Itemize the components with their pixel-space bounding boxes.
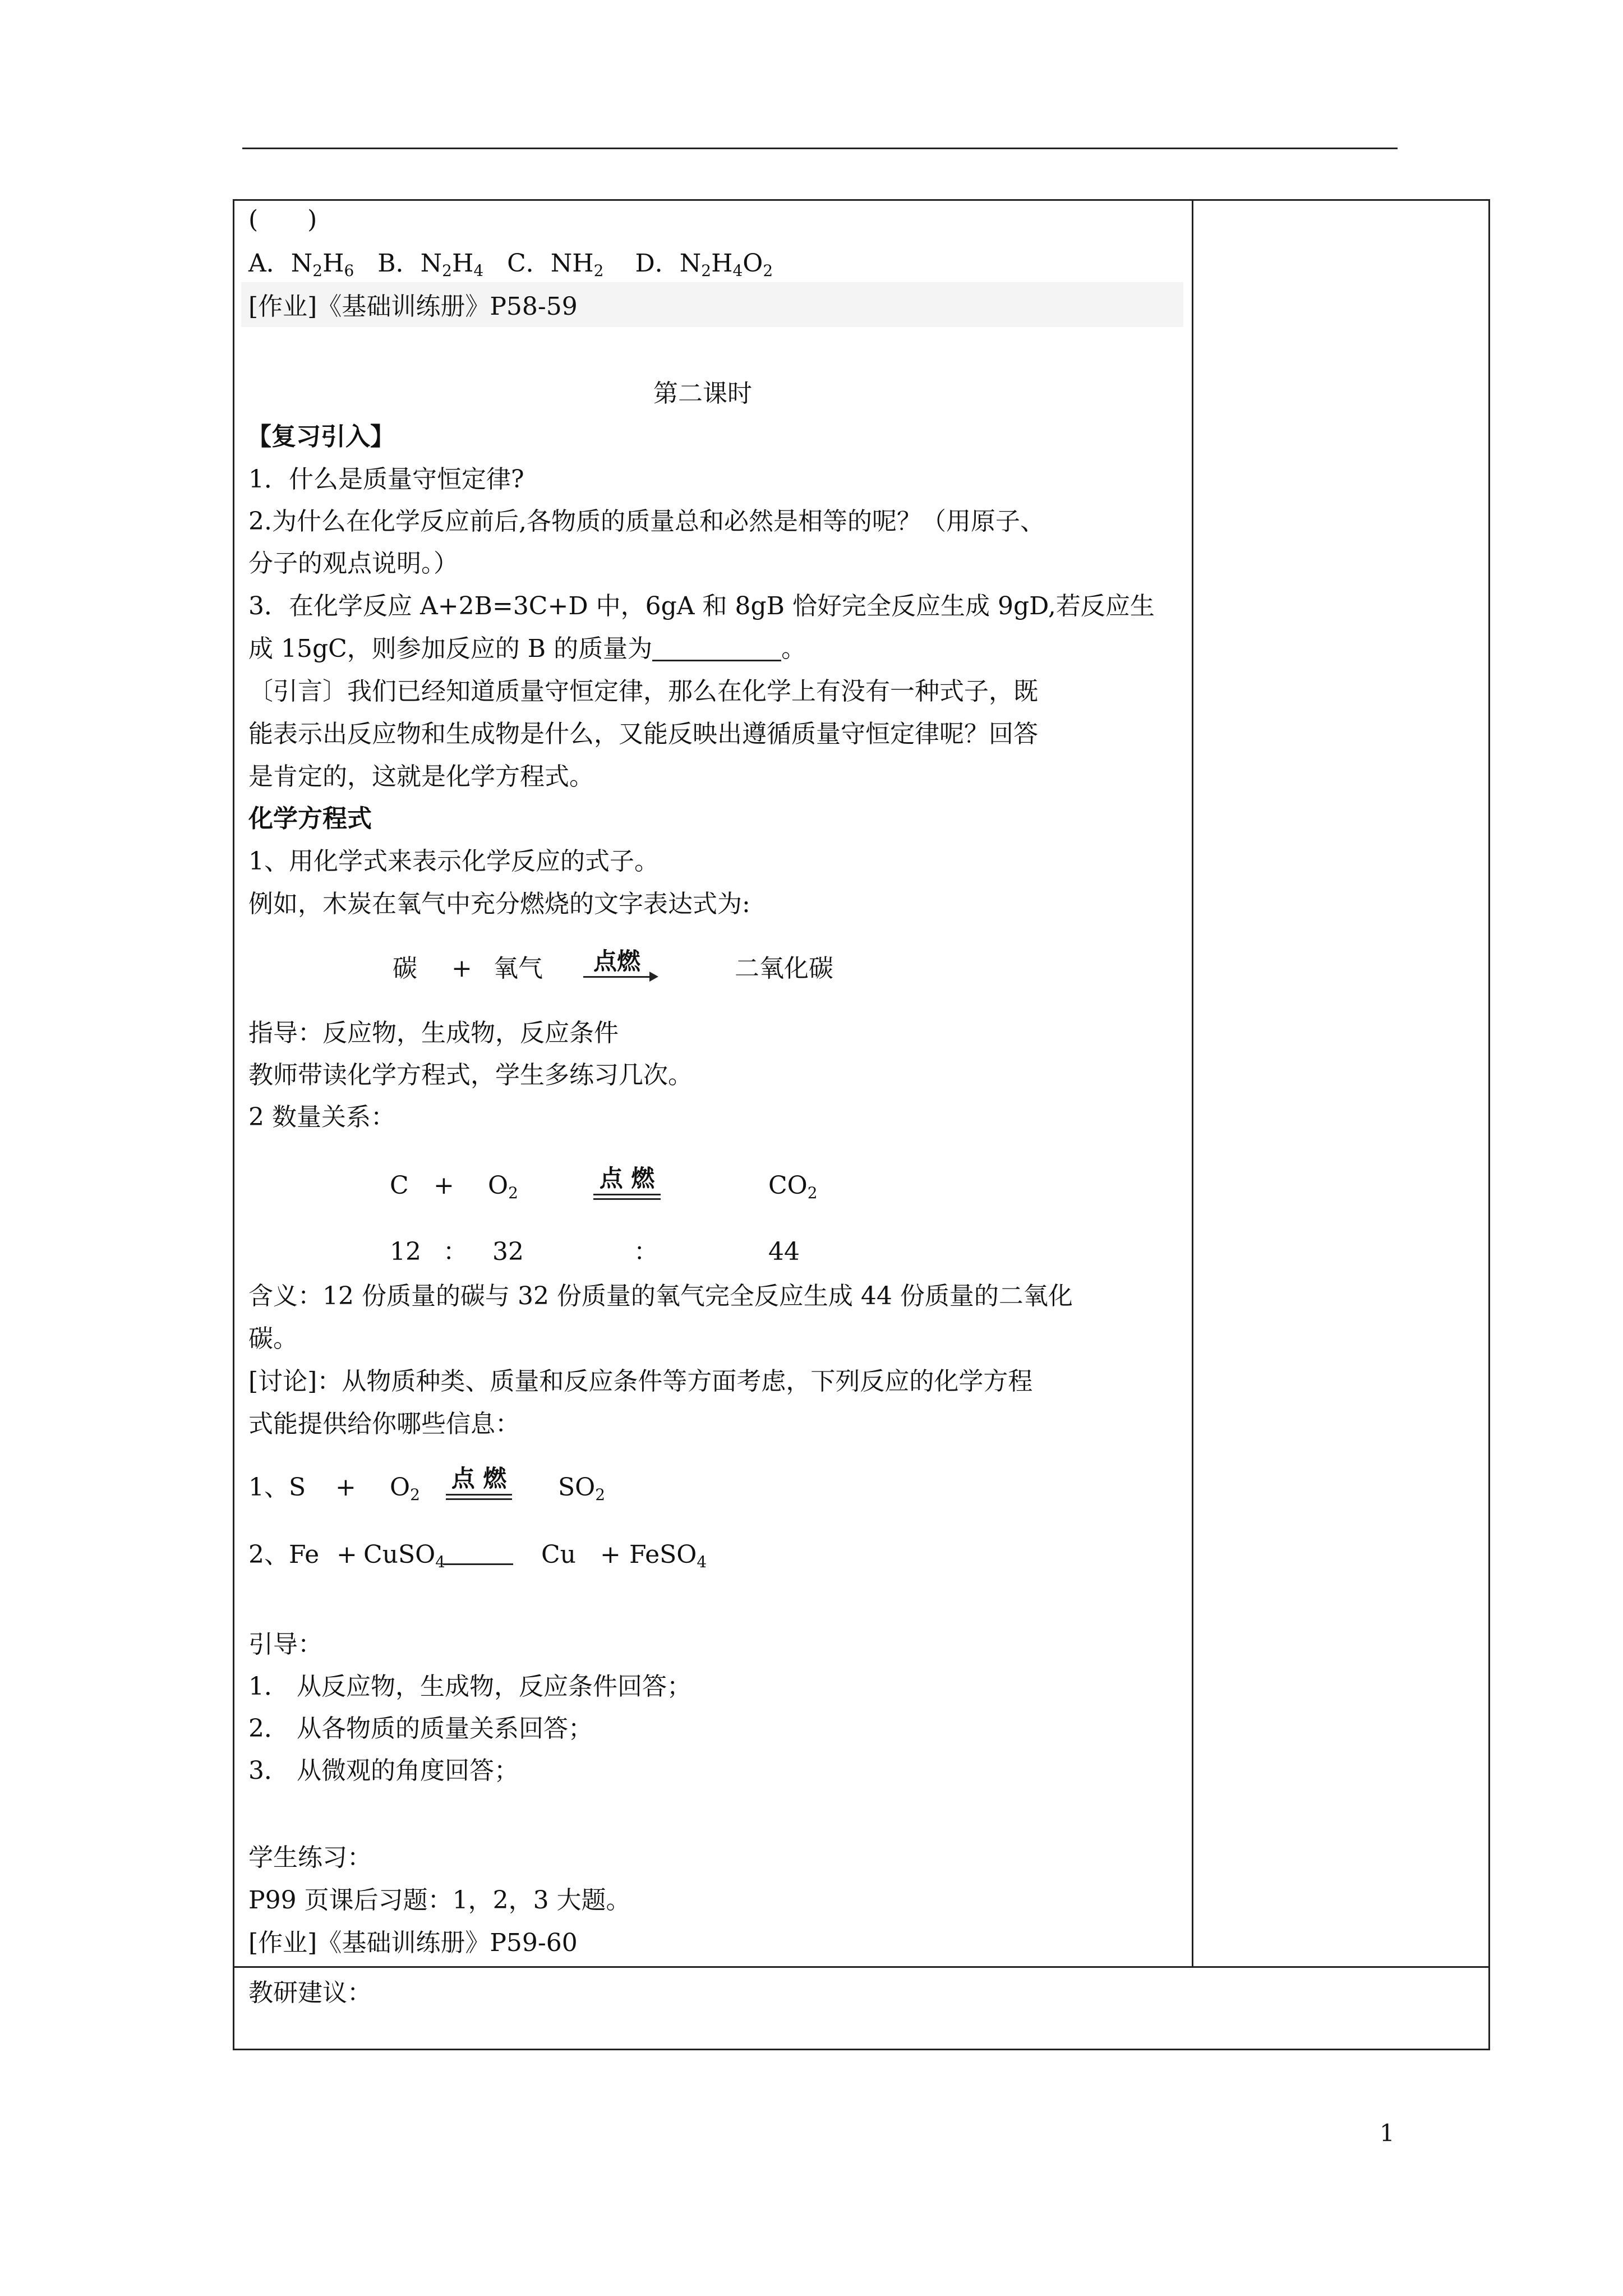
- eq1-condition: [446, 1467, 512, 1500]
- lesson-title: 第二课时: [653, 379, 752, 408]
- review-suggestion-label: 教研建议：: [248, 1978, 372, 2007]
- eq2-r2-text: CuSO: [363, 1540, 436, 1569]
- eq1-product: [558, 1473, 606, 1504]
- discuss-line1: [讨论]：从物质种类、质量和反应条件等方面考虑，下列反应的化学方程: [248, 1367, 1033, 1396]
- review-q2-line2: 分子的观点说明。）: [248, 549, 458, 578]
- ratio-sep2: ：: [634, 1237, 658, 1266]
- option-d-mid1: H: [711, 249, 733, 278]
- formula-eq-r1: C: [390, 1171, 409, 1200]
- formula-eq-r2-sub: 2: [508, 1184, 518, 1202]
- homework-line-2: [作业]《基础训练册》P59-60: [248, 1929, 578, 1957]
- ratio-oxygen: 32: [492, 1237, 524, 1266]
- definition-1: 1、用化学式来表示化学反应的式子。: [248, 847, 659, 876]
- option-b-sub1: 2: [442, 261, 452, 280]
- word-eq-condition-text: 点燃: [593, 947, 640, 975]
- arrow-right-icon: [649, 972, 658, 982]
- option-d-sub1: 2: [701, 261, 712, 280]
- option-b-mid: H: [451, 249, 474, 278]
- lead-item-3: 3． 从微观的角度回答；: [248, 1756, 519, 1785]
- practice-heading: 学生练习：: [248, 1843, 372, 1872]
- ratio-carbon: 12: [390, 1237, 421, 1266]
- intro-line2: 能表示出反应物和生成物是什么，又能反映出遵循质量守恒定律呢？回答: [248, 720, 1038, 748]
- lead-item-1: 1． 从反应物，生成物，反应条件回答；: [248, 1672, 691, 1701]
- homework-line-1: [作业]《基础训练册》P58-59: [248, 292, 578, 321]
- formula-eq-condition: [593, 1167, 661, 1200]
- answer-options: [248, 249, 773, 280]
- word-eq-reactant2: 氧气: [494, 954, 543, 983]
- practice-item-1: P99 页课后习题：1，2，3 大题。: [248, 1886, 631, 1915]
- notes-cell: [1193, 201, 1488, 1968]
- answer-blank[interactable]: [652, 639, 781, 661]
- review-q3-line2: [248, 634, 806, 663]
- discuss-line2: 式能提供给你哪些信息：: [248, 1410, 520, 1438]
- option-b: B．N: [377, 249, 442, 278]
- quant-heading: 2 数量关系：: [248, 1103, 395, 1131]
- option-d: D．N: [635, 249, 702, 278]
- section-title: 化学方程式: [248, 804, 372, 833]
- eq2-product2: [629, 1540, 707, 1571]
- double-bar-top: [446, 1494, 512, 1496]
- double-bar-top: [593, 1194, 661, 1195]
- option-d-sub3: 2: [763, 261, 773, 280]
- intro-line3: 是肯定的，这就是化学方程式。: [248, 762, 594, 791]
- option-d-sub2: 4: [732, 261, 743, 280]
- header-rule: [242, 148, 1398, 149]
- formula-eq-product: [768, 1171, 818, 1202]
- ratio-sep1: ：: [443, 1237, 468, 1266]
- eq1-r2-text: O: [390, 1473, 411, 1502]
- eq1-r2: [390, 1473, 420, 1504]
- eq2-num: 2、Fe: [248, 1540, 320, 1569]
- option-b-sub2: 4: [473, 261, 484, 280]
- option-a-sub1: 2: [312, 261, 323, 280]
- ratio-co2: 44: [768, 1237, 800, 1266]
- word-eq-condition: [586, 947, 648, 975]
- guide-line2: 教师带读化学方程式，学生多练习几次。: [248, 1061, 693, 1089]
- meaning-line2: 碳。: [248, 1324, 298, 1353]
- double-bar-bottom: [446, 1498, 512, 1500]
- eq1-num: 1、S: [248, 1473, 306, 1502]
- option-d-mid2: O: [743, 249, 763, 278]
- option-c-sub1: 2: [593, 261, 604, 280]
- eq2-product2-text: FeSO: [629, 1540, 697, 1569]
- formula-eq-product-text: CO: [768, 1171, 808, 1200]
- answer-paren: ( ): [248, 205, 317, 234]
- eq2-r2: [363, 1540, 446, 1571]
- eq1-product-sub: 2: [595, 1485, 606, 1504]
- review-q2-line1: 2.为什么在化学反应前后,各物质的质量总和必然是相等的呢？（用原子、: [248, 507, 1045, 536]
- eq2-product1: Cu: [541, 1540, 577, 1569]
- intro-line1: 〔引言〕我们已经知道质量守恒定律，那么在化学上有没有一种式子，既: [248, 677, 1038, 706]
- word-eq-product: 二氧化碳: [735, 954, 833, 983]
- review-suggestion-cell: [234, 1968, 1488, 2049]
- word-eq-arrow-line: [583, 976, 651, 978]
- guide-line1: 指导：反应物，生成物，反应条件: [248, 1019, 619, 1047]
- eq2-plus2: +: [600, 1540, 621, 1569]
- formula-eq-product-sub: 2: [807, 1184, 818, 1202]
- option-a-mid: H: [322, 249, 344, 278]
- eq2-plus1: +: [336, 1540, 357, 1569]
- lead-heading: 引导：: [248, 1630, 322, 1659]
- word-eq-reactant1: 碳: [393, 954, 417, 983]
- eq1-plus: +: [335, 1473, 356, 1502]
- eq1-r2-sub: 2: [410, 1485, 420, 1504]
- double-bar-bottom: [593, 1198, 661, 1200]
- meaning-line1: 含义：12 份质量的碳与 32 份质量的氧气完全反应生成 44 份质量的二氧化: [248, 1282, 1073, 1310]
- eq2-product2-sub: 4: [697, 1553, 707, 1571]
- example-intro: 例如，木炭在氧气中充分燃烧的文字表达式为:: [248, 890, 750, 918]
- eq2-r2-sub: 4: [435, 1553, 446, 1571]
- review-q3-text: 成 15gC，则参加反应的 B 的质量为: [248, 634, 653, 663]
- option-a-sub2: 6: [344, 261, 354, 280]
- review-q3-end: 。: [781, 634, 806, 663]
- option-c: C．NH: [507, 249, 594, 278]
- formula-eq-r2: [488, 1171, 518, 1202]
- page-number: 1: [1380, 2119, 1395, 2147]
- lead-item-2: 2． 从各物质的质量关系回答；: [248, 1714, 593, 1743]
- review-q1: 1．什么是质量守恒定律?: [248, 465, 524, 494]
- formula-eq-plus: +: [434, 1171, 454, 1200]
- eq1-product-text: SO: [558, 1473, 596, 1502]
- review-heading: 【复习引入】: [247, 422, 395, 451]
- formula-eq-r2-text: O: [488, 1171, 509, 1200]
- eq1-condition-text: 点 燃: [451, 1465, 507, 1492]
- eq2-equals-line: [443, 1563, 513, 1565]
- option-a: A．N: [248, 249, 313, 278]
- formula-eq-condition-text: 点 燃: [599, 1165, 655, 1192]
- word-eq-plus: +: [451, 954, 472, 983]
- review-q3-line1: 3．在化学反应 A+2B=3C+D 中，6gA 和 8gB 恰好完全反应生成 9gD,若反应生: [248, 592, 1155, 620]
